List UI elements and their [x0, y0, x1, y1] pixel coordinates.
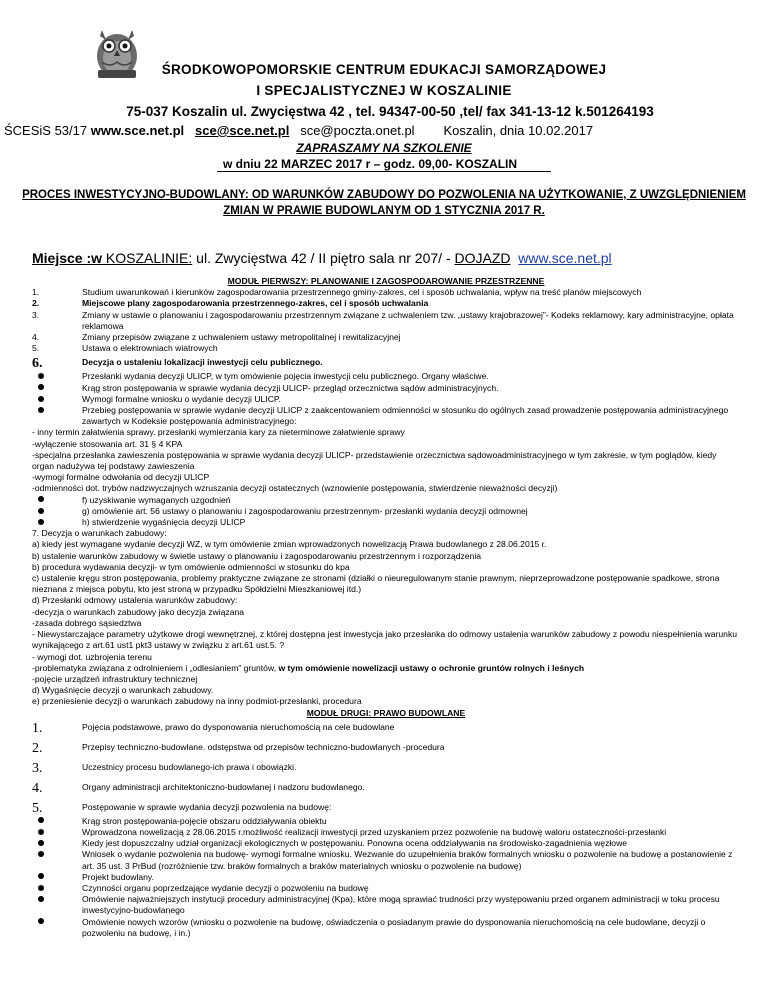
bullet-text: h) stwierdzenie wygaśnięcia decyzji ULICP — [82, 517, 246, 528]
list-item — [32, 287, 740, 298]
text-line: a) kiedy jest wymagane wydanie decyzji WZ, w tym omówienie zmian wprowadzonych nowelizacją Prawa budowlanego z 28.06.2015 r. — [32, 539, 547, 550]
text-line: -wymogi formalne odwołania od decyzji ULICP — [32, 472, 210, 483]
bullet-icon — [32, 838, 56, 849]
item-text: Zmiany przepisów związane z uchwaleniem ustawy metropolitalnej i rewitalizacyjnej — [82, 332, 401, 343]
text-line: - Niewystarczające parametry użytkowe drogi wewnętrznej, z której dostępna jest inwestycja jako przesłanka do odmowy ustalenia warunków zabudowy z powodu niespełnienia warunku wynikającego z art.61 ust1 pkt3 ustawy w związku z art.61 ust.5. ? — [32, 629, 738, 651]
bullet-icon — [32, 894, 56, 916]
bullet-item — [32, 883, 740, 894]
text-line: c) ustalenie kręgu stron postępowania, problemy praktyczne związane ze stronami (działki o nieuregulowanym stanie prawnym, nieprzeprowadzone postępowanie spadkowe, strona nieznana z miejsca pobytu, kto jest stroną w przypadku Spółdzielni Mieszkaniowej itd.) — [32, 573, 720, 595]
item-number: 2. — [32, 740, 43, 756]
bullet-icon — [32, 517, 56, 528]
bullet-item — [32, 495, 740, 506]
bullet-text: Omówienie nowych wzorów (wniosku o pozwolenie na budowę, oświadczenia o posiadanym prawie do dysponowania nieruchomością na cele budowlane, decyzji o pozwoleniu na budowę, i in.) — [82, 916, 706, 938]
contact-line — [4, 123, 764, 138]
text-line: -pojęcie urządzeń infrastruktury technicznej — [32, 673, 198, 684]
item-number: 6. — [32, 356, 43, 372]
bullet-item — [32, 849, 740, 871]
bullet-item — [32, 394, 740, 405]
bullet-text: Krąg stron postępowania-pojęcie obszaru oddziaływania obiektu — [82, 815, 327, 826]
item-text: Studium uwarunkowań i kierunków zagospodarowania przestrzennego gminy-zakres, cel i sposób uchwalania, wpływ na treść planów miejscowych — [82, 287, 642, 298]
item-text: Ustawa o elektrowniach wiatrowych — [82, 343, 218, 354]
item-number: 3. — [32, 309, 40, 320]
program-body — [32, 276, 740, 939]
text-line — [32, 663, 740, 674]
list-item — [32, 310, 740, 332]
bullet-icon — [32, 506, 56, 517]
bullet-item — [32, 517, 740, 528]
item-text: Zmiany w ustawie o planowaniu i zagospodarowaniu przestrzennym związane z uchwaleniem tzw. „ustawy krajobrazowej”- Kodeks reklamowy, kary administracyjne, opłata reklamowa — [82, 309, 734, 331]
training-title: PROCES INWESTYCYJNO-BUDOWLANY: OD WARUNKÓW ZABUDOWY DO POZWOLENIA NA UŻYTKOWANIE, Z UWZGLĘDNIENIEM ZMIAN W PRAWIE BUDOWLANYM OD 1 STYCZNIA 2017 R. — [22, 189, 746, 217]
item-number: 2. — [32, 298, 40, 309]
email-link-primary[interactable]: sce@sce.net.pl — [195, 123, 290, 138]
grunt-text-bold: w tym omówienie nowelizacji ustawy o ochronie gruntów rolnych i leśnych — [278, 662, 585, 673]
item-number: 5. — [32, 800, 43, 816]
bullet-icon — [32, 849, 56, 871]
bullet-icon — [32, 883, 56, 894]
item-text: Pojęcia podstawowe, prawo do dysponowania nieruchomością na cele budowlane — [82, 721, 395, 732]
item-text: Decyzja o ustaleniu lokalizacji inwestycji celu publicznego. — [82, 357, 323, 368]
bullet-icon — [32, 495, 56, 506]
bullet-item — [32, 838, 740, 849]
bullet-icon — [32, 872, 56, 883]
invite-heading: ZAPRASZAMY NA SZKOLENIE — [296, 141, 472, 155]
training-date-text: w dniu 22 MARZEC 2017 r – godz. 09,00- KOSZALIN — [217, 157, 551, 172]
text-line: d) Przesłanki odmowy ustalenia warunków zabudowy: — [32, 595, 238, 606]
bullet-text: Przebieg postępowania w sprawie wydanie decyzji ULICP z zaakcentowaniem odmienności w stosunku do ogólnych zasad prowadzenie postępowania administracyjnego zawartych w Kodeksie postępowania administracyjnego: — [82, 405, 729, 427]
text-line: -wyłączenie stosowania art. 31 § 4 KPA — [32, 438, 183, 449]
item-text: Miejscowe plany zagospodarowania przestrzennego-zakres, cel i sposób uchwalania — [82, 298, 429, 309]
text-line: -zasada dobrego sąsiedztwa — [32, 617, 142, 628]
bullet-item — [32, 816, 740, 827]
item-number: 4. — [32, 780, 43, 796]
bullet-text: Projekt budowlany. — [82, 871, 154, 882]
bullet-text: Krąg stron postępowania w sprawie wydania decyzji ULICP- przegląd orzecznictwa sądów administracyjnych. — [82, 382, 499, 393]
item-number: 3. — [32, 760, 43, 776]
text-line: - wymogi dot. uzbrojenia terenu — [32, 651, 152, 662]
location-address: ul. Zwycięstwa 42 / II piętro sala nr 207/ - — [192, 250, 455, 266]
bullet-text: Wniosek o wydanie pozwolenia na budowę- wymogi formalne wniosku. Wezwanie do uzupełnienia braków formalnych wniosku o pozwolenie na budowę a postanowienie z art. 35 ust. 3 PrBud (rozróżnienie tzw. braków formalnych a braków materialnych wniosku o pozwolenie na budowę) — [82, 849, 733, 871]
bullet-icon — [32, 827, 56, 838]
org-name-line2: I SPECJALISTYCZNEJ W KOSZALINIE — [256, 83, 512, 98]
location-label: Miejsce :w — [32, 250, 106, 266]
location-city: KOSZALINIE: — [105, 250, 193, 266]
module1-heading: MODUŁ PIERWSZY: PLANOWANIE I ZAGOSPODAROWANIE PRZESTRZENNE — [227, 276, 545, 286]
location-line — [32, 250, 612, 266]
text-line: - inny termin załatwienia sprawy. przesłanki wymierzania kary za nieterminowe załatwienie sprawy — [32, 427, 405, 438]
bullet-text: Przesłanki wydania decyzji ULICP, w tym omówienie pojęcia inwestycji celu publicznego. Organy właściwe. — [82, 371, 489, 382]
org-name-line1: ŚRODKOWOPOMORSKIE CENTRUM EDUKACJI SAMORZĄDOWEJ — [161, 62, 607, 77]
list-item — [32, 802, 740, 816]
bullet-item — [32, 827, 740, 838]
website-link[interactable]: www.sce.net.pl — [90, 123, 185, 138]
bullet-item — [32, 872, 740, 883]
bullet-icon — [32, 816, 56, 827]
reference-number: ŚCESiS 53/17 — [4, 123, 91, 138]
text-line: 7. Decyzja o warunkach zabudowy: — [32, 528, 167, 539]
bullet-icon — [32, 917, 56, 939]
bullet-item — [32, 506, 740, 517]
bullet-icon — [32, 405, 56, 427]
text-line: -odmienności dot. trybów nadzwyczajnych wzruszania decyzji ostatecznych (wznowienie postępowania, stwierdzenie nieważności decyzji) — [32, 483, 558, 494]
list-item — [32, 722, 740, 736]
list-item — [32, 298, 740, 309]
bullet-item — [32, 383, 740, 394]
bullet-text: Omówienie najważniejszych instytucji procedury administracyjnej (Kpa), które mogą sprawiać trudności przy występowaniu przed organem administracji w toku procesu inwestycyjno-budowlanego — [82, 894, 720, 916]
bullet-text: f) uzyskiwanie wymaganych uzgodnień — [82, 494, 231, 505]
bullet-text: Kiedy jest dopuszczalny udział organizacji ekologicznych w postępowaniu. Ponowna ocena oddziaływania na środowisko-zagadnienia węzłowe — [82, 838, 628, 849]
text-line: d) Wygaśnięcie decyzji o warunkach zabudowy. — [32, 685, 214, 696]
bullet-item — [32, 917, 740, 939]
list-item — [32, 357, 740, 371]
text-line: e) przeniesienie decyzji o warunkach zabudowy na inny podmiot-przesłanki, procedura — [32, 696, 362, 707]
list-item — [32, 762, 740, 776]
item-text: Organy administracji architektoniczno-budowlanej i nadzoru budowlanego. — [82, 781, 365, 792]
org-address: 75-037 Koszalin ul. Zwycięstwa 42 , tel. 94347-00-50 ,tel/ fax 341-13-12 k.501264193 — [126, 104, 654, 119]
email-secondary: sce@poczta.onet.pl — [300, 123, 415, 138]
item-number: 4. — [32, 332, 40, 343]
bullet-icon — [32, 394, 56, 405]
text-line: b) procedura wydawania decyzji- w tym omówienie odmienności w stosunku do kpa — [32, 561, 350, 572]
list-item — [32, 742, 740, 756]
training-date-line — [0, 157, 768, 171]
bullet-text: Wymogi formalne wniosku o wydanie decyzji ULICP. — [82, 393, 281, 404]
item-text: Uczestnicy procesu budowlanego-ich prawa i obowiązki. — [82, 761, 297, 772]
bullet-text: Czynności organu poprzedzające wydanie decyzji o pozwoleniu na budowę — [82, 882, 369, 893]
location-website-link[interactable]: www.sce.net.pl — [518, 250, 612, 266]
list-item — [32, 332, 740, 343]
module2-heading: MODUŁ DRUGI: PRAWO BUDOWLANE — [306, 707, 466, 718]
place-date: Koszalin, dnia 10.02.2017 — [443, 123, 594, 138]
bullet-icon — [32, 371, 56, 382]
list-item — [32, 343, 740, 354]
item-number: 1. — [32, 287, 40, 298]
bullet-text: Wprowadzona nowelizacją z 28.06.2015 r.możliwość realizacji inwestycji przed uzyskaniem przez pozwolenie na budowę waloru ostateczności-przesłanki — [82, 826, 667, 837]
bullet-icon — [32, 383, 56, 394]
text-line: -decyzja o warunkach zabudowy jako decyzja związana — [32, 606, 245, 617]
text-line: b) ustalenie warunków zabudowy w świetle ustawy o planowaniu i zagospodarowaniu przestrzennym i rozporządzenia — [32, 550, 482, 561]
bullet-text: g) omówienie art. 56 ustawy o planowaniu i zagospodarowaniu przestrzennym- przesłanki wydania decyzji odmownej — [82, 505, 528, 516]
grunt-text: -problematyka związana z odrolnieniem i „odlesianiem” gruntów, — [32, 662, 279, 673]
list-item — [32, 782, 740, 796]
bullet-item — [32, 405, 740, 427]
text-line: -specjalna przesłanka zawieszenia postępowania w sprawie wydania decyzji ULICP- przedstawienie orzecznictwa sądowoadministracyjnego w tym zakresie, w tym poglądów, kiedy organ nadużywa tej podstawy zawieszenia — [32, 449, 717, 472]
bullet-item — [32, 894, 740, 916]
item-number: 1. — [32, 720, 43, 736]
item-text: Postępowanie w sprawie wydania decyzji pozwolenia na budowę: — [82, 801, 332, 812]
item-text: Przepisy techniczno-budowlane. odstępstwa od przepisów techniczno-budowlanych -procedura — [82, 741, 445, 752]
item-number: 5. — [32, 343, 40, 354]
dojazd-link[interactable]: DOJAZD — [454, 250, 511, 266]
bullet-item — [32, 371, 740, 382]
